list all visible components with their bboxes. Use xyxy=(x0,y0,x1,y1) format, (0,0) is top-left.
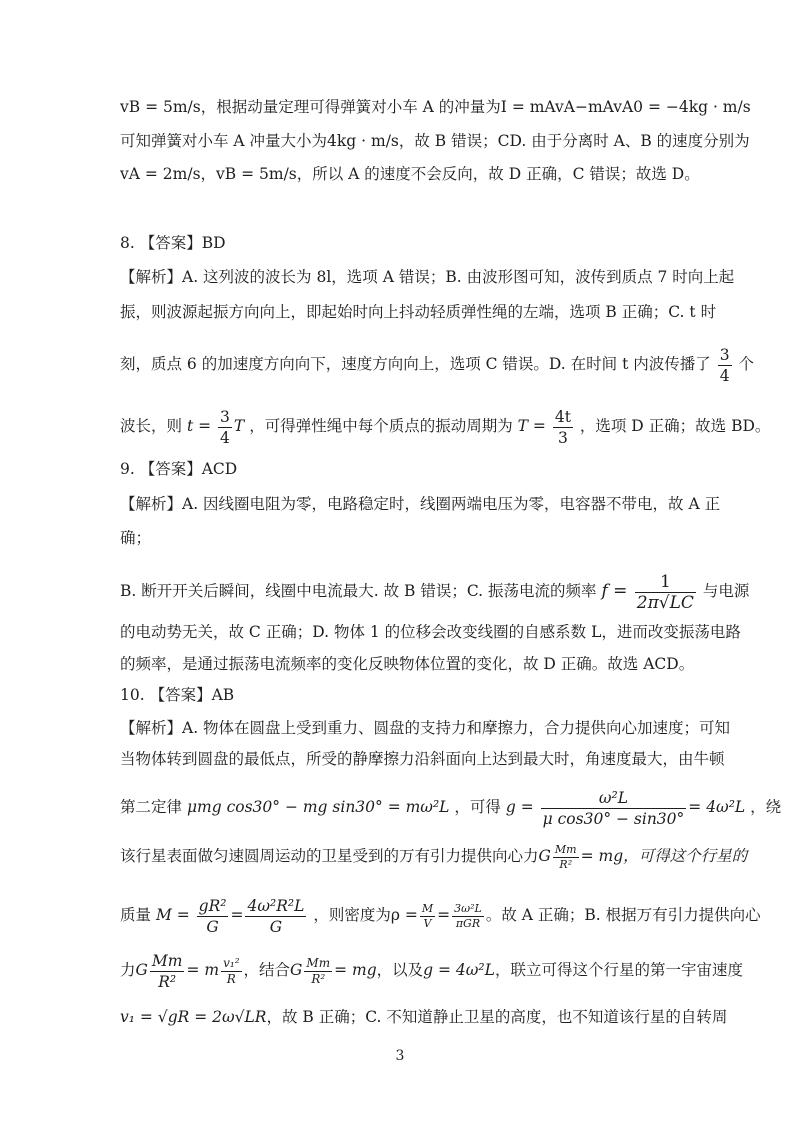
numerator: v₁² xyxy=(223,955,240,970)
answer-heading-q8: 8. 【答案】BD xyxy=(120,234,226,252)
numerator: Mm xyxy=(151,951,183,970)
fraction xyxy=(150,951,185,992)
text-segment: B. 断开开关后瞬间，线圈中电流最大. 故 B 错误；C. 振荡电流的频率 xyxy=(120,582,597,600)
numerator: M xyxy=(421,901,434,915)
denominator: R² xyxy=(311,971,326,986)
numerator: 4ω²R²L xyxy=(247,896,305,915)
fraction xyxy=(304,956,332,987)
numerator: 1 xyxy=(635,572,696,593)
fraction xyxy=(197,896,229,937)
text-line: 【解析】A. 这列波的波长为 8l，选项 A 错误；B. 由波形图可知，波传到质点 7 时向上起 xyxy=(120,268,735,286)
formula: = 4ω²L xyxy=(688,798,746,816)
text-line: 可知弹簧对小车 A 冲量大小为4kg · m/s，故 B 错误；CD. 由于分离时 A、B 的速度分别为 xyxy=(120,132,750,150)
fraction xyxy=(420,902,435,931)
denominator: R² xyxy=(158,972,177,991)
text-segment: 波长，则 xyxy=(120,417,183,435)
text-segment: 质量 xyxy=(120,906,152,924)
formula: g = 4ω²L xyxy=(423,961,495,979)
fraction xyxy=(553,843,579,872)
formula: G xyxy=(290,961,303,979)
denominator: R xyxy=(226,971,236,986)
text-segment: ，选项 D 正确；故选 BD。 xyxy=(579,417,771,435)
denominator: 4 xyxy=(719,366,730,385)
answer-heading-q9: 9. 【答案】ACD xyxy=(120,460,238,478)
denominator: 2π√LC xyxy=(636,592,694,613)
text-segment: ，结合 xyxy=(243,961,291,979)
text-segment: ，则密度为ρ = xyxy=(313,906,418,924)
formula: μmg cos30° − mg sin30° = mω²L xyxy=(186,798,450,816)
text-line: vA = 2m/s，vB = 5m/s，所以 A 的速度不会反向，故 D 正确，C 错误；故选 D。 xyxy=(120,165,700,183)
page-number: 3 xyxy=(395,1048,405,1064)
fraction xyxy=(553,407,573,448)
text-segment: ，故 B 正确；C. 不知道静止卫星的高度，也不知道该行星的自转周 xyxy=(266,1008,728,1026)
text-line: 振，则波源起振方向向上，即起始时向上抖动轻质弹性绳的左端，选项 B 正确；C. t 时 xyxy=(120,303,717,321)
numerator: 4t xyxy=(554,407,571,426)
text-segment: 刻，质点 6 的加速度方向向下，速度方向向上，选项 C 错误。D. 在时间 t 内波传播了 xyxy=(120,355,711,373)
text-segment: ，可得弹性绳中每个质点的振动周期为 xyxy=(249,417,513,435)
fraction xyxy=(218,407,232,448)
text-segment: 该行星表面做匀速圆周运动的卫星受到的万有引力提供向心力 xyxy=(120,847,539,865)
formula: T xyxy=(233,417,245,435)
text-line: 当物体转到圆盘的最低点，所受的静摩擦力沿斜面向上达到最大时，角速度最大，由牛顿 xyxy=(120,750,725,768)
text-segment: ，以及 xyxy=(376,961,424,979)
fraction xyxy=(452,902,484,931)
numerator: Mm xyxy=(554,842,577,856)
text-segment: 。故 A 正确；B. 根据万有引力提供向心 xyxy=(485,906,761,924)
fraction xyxy=(221,956,241,987)
numerator: gR² xyxy=(198,896,227,915)
numerator: Mm xyxy=(306,955,331,970)
text-segment: 力 xyxy=(120,961,136,979)
formula: t = xyxy=(186,417,217,435)
text-line: 的电动势无关，故 C 正确；D. 物体 1 的位移会改变线圈的自感系数 L，进而改变振荡电路 xyxy=(120,623,741,641)
formula: M = xyxy=(155,906,195,924)
text-segment: = mg，可得这个行星的 xyxy=(580,847,748,865)
text-line xyxy=(120,782,782,832)
text-line xyxy=(120,945,743,995)
text-line xyxy=(120,566,750,616)
text-line: 【解析】A. 物体在圆盘上受到重力、圆盘的支持力和摩擦力，合力提供向心加速度；可知 xyxy=(120,719,731,737)
denominator: R² xyxy=(559,857,573,871)
text-line: 确； xyxy=(120,529,152,547)
formula: G xyxy=(538,847,551,865)
fraction xyxy=(245,896,306,937)
text-line xyxy=(120,342,755,386)
formula: g = xyxy=(505,798,539,816)
formula: T = xyxy=(517,417,551,435)
text-segment: 与电源 xyxy=(702,582,750,600)
answer-heading-q10: 10. 【答案】AB xyxy=(120,686,235,704)
text-line xyxy=(120,834,748,878)
text-line: vB = 5m/s，根据动量定理可得弹簧对小车 A 的冲量为I = mAvA−mAvA0 = −4kg · m/s xyxy=(120,98,751,116)
text-line: 【解析】A. 因线圈电阻为零，电路稳定时，线圈两端电压为零，电容器不带电，故 A 正 xyxy=(120,495,721,513)
text-line: 质量 M = $\frac{\text{gR²}}{G}$ = $\frac{\text{4ω²R²L}}{G}$ ，则密度为ρ = $\frac{M}{V}$ = $\frac{\text{3ω²L}}{\text{πGR}}$ 。故 A 正确；B. 根据万有引力提供向心 xyxy=(120,896,761,936)
formula: = m xyxy=(186,961,220,979)
fraction xyxy=(718,345,732,386)
denominator: V xyxy=(423,916,432,930)
numerator: 3ω²L xyxy=(454,901,482,915)
denominator: μ cos30° − sin30° xyxy=(542,809,685,828)
denominator: πGR xyxy=(455,916,481,930)
denominator: 4 xyxy=(220,428,230,447)
denominator: G xyxy=(269,917,283,936)
text-segment: 第二定律 xyxy=(120,798,183,816)
text-segment: ，可得 xyxy=(454,798,501,816)
numerator: 3 xyxy=(220,407,230,426)
denominator: G xyxy=(206,917,219,936)
formula: v₁ = √gR = 2ω√LR xyxy=(120,1008,267,1026)
formula: = mg xyxy=(334,961,377,979)
formula: G xyxy=(135,961,148,979)
fraction xyxy=(635,572,696,613)
numerator: 3 xyxy=(719,345,730,364)
denominator: 3 xyxy=(557,428,568,447)
text-segment: ，联立可得这个行星的第一宇宙速度 xyxy=(494,961,743,979)
text-segment: 个 xyxy=(738,355,755,373)
text-line xyxy=(120,404,771,448)
text-segment: ，绕 xyxy=(750,798,782,816)
numerator: ω²L xyxy=(541,788,687,809)
text-line: 的频率，是通过振荡电流频率的变化反映物体位置的变化，故 D 正确。故选 ACD。 xyxy=(120,655,695,673)
formula: f = xyxy=(601,581,633,601)
fraction xyxy=(541,788,687,829)
text-line xyxy=(120,1000,728,1034)
